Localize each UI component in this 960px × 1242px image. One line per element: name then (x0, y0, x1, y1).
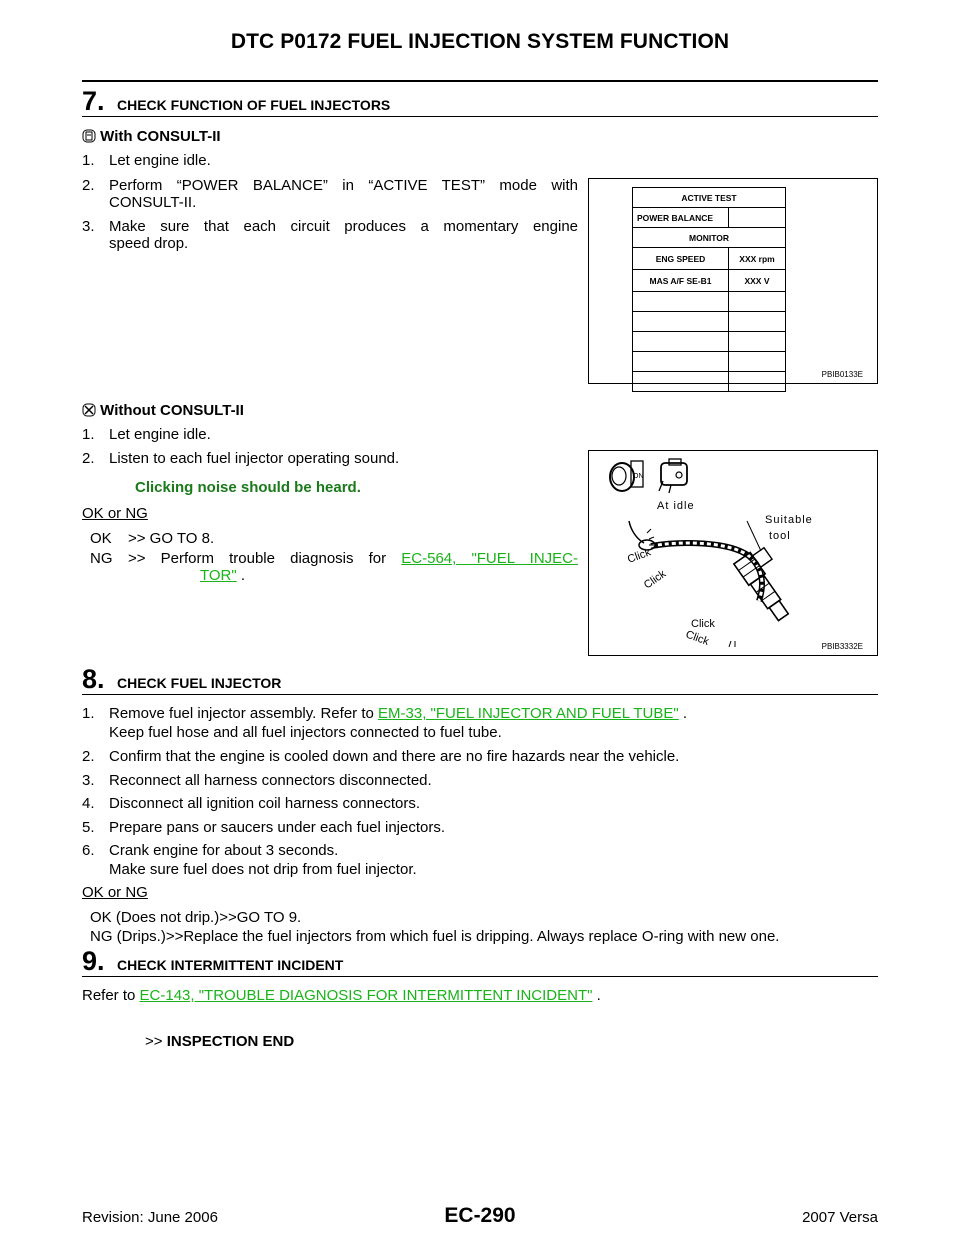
footer-page-code: EC-290 (444, 1204, 516, 1227)
ng-result: NG >> Perform trouble diagnosis for EC-564, "FUEL INJEC- TOR" . (90, 550, 579, 584)
footer-revision: Revision: June 2006 (82, 1209, 218, 1226)
link-em-33[interactable]: EM-33, "FUEL INJECTOR AND FUEL TUBE" (378, 705, 679, 722)
link-ec-564[interactable]: EC-564, "FUEL INJEC- (401, 550, 579, 567)
click-label-2: Click (641, 567, 669, 592)
inspection-end: >> INSPECTION END (145, 1033, 295, 1050)
step-9-heading (82, 946, 878, 977)
suitable-tool-label: Suitable (765, 514, 813, 526)
step-7-heading (82, 86, 878, 117)
empty-row (633, 332, 729, 352)
step8-item-6: 6. Crank engine for about 3 seconds. (82, 842, 339, 859)
empty-row (633, 352, 729, 372)
fuel-injector-shape (734, 544, 803, 622)
empty-row (633, 372, 729, 392)
step8-item-4: 4. Disconnect all ignition coil harness connectors. (82, 795, 420, 812)
with-step-3: 3. Make sure that each circuit produces a momentary engine speed drop. (82, 218, 578, 252)
figure-code: PBIB0133E (821, 370, 863, 379)
step8-ok-result: OK (Does not drip.)>>GO TO 9. (90, 909, 302, 926)
without-consult-label: Without CONSULT-II (82, 402, 244, 419)
step-9-number: 9. (82, 946, 105, 976)
click-label-1: Click (625, 546, 653, 566)
step8-item-5: 5. Prepare pans or saucers under each fuel injectors. (82, 819, 446, 836)
active-test-table (632, 187, 786, 392)
empty-row (633, 292, 729, 312)
without-step-1: 1. Let engine idle. (82, 426, 211, 443)
on-label: ON (633, 473, 644, 480)
step8-item-2: 2. Confirm that the engine is cooled down and there are no fire hazards near the vehicle. (82, 748, 680, 765)
with-step-1: 1. Let engine idle. (82, 152, 211, 169)
figure-code: PBIB3332E (821, 642, 863, 651)
clicking-noise-note: Clicking noise should be heard. (135, 479, 361, 496)
empty-row (633, 312, 729, 332)
eng-speed-value: XXX rpm (729, 248, 786, 270)
step8-ok-or-ng: OK or NG (82, 884, 148, 901)
page-title: DTC P0172 FUEL INJECTION SYSTEM FUNCTION (230, 30, 730, 53)
consult-tool-icon (82, 129, 96, 143)
with-consult-label: With CONSULT-II (82, 128, 221, 145)
tube-outline (651, 543, 762, 601)
ok-result: OK >> GO TO 8. (90, 530, 215, 547)
step-7-number: 7. (82, 86, 105, 116)
ok-or-ng-label: OK or NG (82, 505, 148, 522)
monitor-header: MONITOR (633, 228, 786, 248)
link-ec-143[interactable]: EC-143, "TROUBLE DIAGNOSIS FOR INTERMITTENT INCIDENT" (139, 987, 593, 1004)
figure-injector-sound (588, 450, 878, 656)
engine-icon (659, 459, 687, 493)
header-rule (82, 80, 878, 82)
step8-item-3: 3. Reconnect all harness connectors disconnected. (82, 772, 432, 789)
step-7-title: CHECK FUNCTION OF FUEL INJECTORS (117, 97, 391, 113)
active-test-header: ACTIVE TEST (633, 188, 786, 208)
no-consult-icon (82, 403, 96, 417)
step-8-title: CHECK FUEL INJECTOR (117, 675, 282, 691)
step8-ng-result: NG (Drips.)>>Replace the fuel injectors from which fuel is dripping. Always replace O-ring with new one. (90, 928, 780, 945)
maf-value: XXX V (729, 270, 786, 292)
without-step-2: 2. Listen to each fuel injector operating sound. (82, 450, 400, 467)
click-label-4: Click (683, 628, 711, 648)
ignition-on-icon (610, 461, 644, 491)
step9-refer: Refer to EC-143, "TROUBLE DIAGNOSIS FOR INTERMITTENT INCIDENT" . (82, 987, 601, 1004)
step-9-title: CHECK INTERMITTENT INCIDENT (117, 957, 344, 973)
click-label-3: Click (691, 618, 715, 630)
figure-active-test (588, 178, 878, 384)
footer-model: 2007 Versa (802, 1209, 878, 1226)
injector-illustration (589, 451, 877, 655)
active-test-screen (632, 187, 786, 392)
step8-item-1-sub: Keep fuel hose and all fuel injectors connected to fuel tube. (109, 724, 502, 741)
step8-item-1: 1. Remove fuel injector assembly. Refer to EM-33, "FUEL INJECTOR AND FUEL TUBE" . (82, 705, 688, 722)
at-idle-label: At idle (657, 500, 695, 512)
step-8-number: 8. (82, 664, 105, 694)
step8-item-6-sub: Make sure fuel does not drip from fuel injector. (109, 861, 417, 878)
power-balance-value (729, 208, 786, 228)
link-ec-564-cont[interactable]: TOR" (200, 567, 237, 584)
suitable-tool-label-2: tool (769, 530, 791, 542)
maf-cell: MAS A/F SE-B1 (633, 270, 729, 292)
power-balance-cell: POWER BALANCE (633, 208, 729, 228)
with-step-2: 2. Perform “POWER BALANCE” in “ACTIVE TEST” mode with CONSULT-II. (82, 177, 578, 211)
step-8-heading (82, 664, 878, 695)
eng-speed-cell: ENG SPEED (633, 248, 729, 270)
